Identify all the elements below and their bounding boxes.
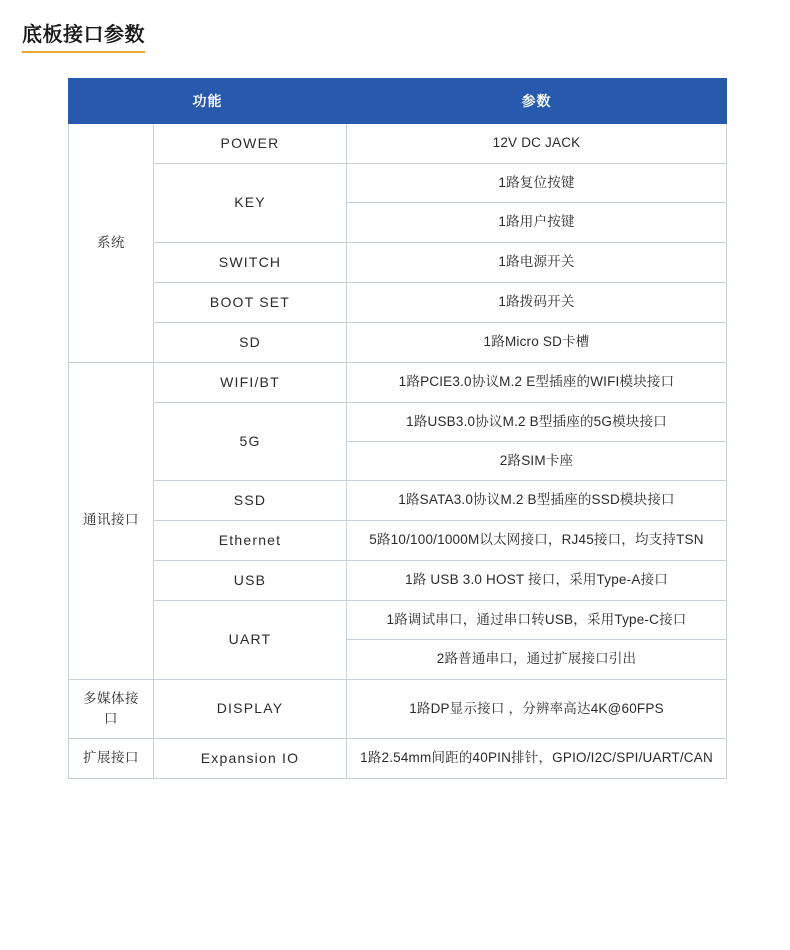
- parameter-cell: 1路 USB 3.0 HOST 接口，采用Type-A接口: [347, 561, 727, 601]
- function-cell: Expansion IO: [154, 739, 347, 779]
- table-row: [69, 362, 727, 402]
- table-row: [69, 164, 727, 203]
- parameter-cell: 1路用户按键: [347, 203, 727, 242]
- function-cell: Ethernet: [154, 521, 347, 561]
- parameter-cell: 2路SIM卡座: [347, 441, 727, 480]
- parameter-cell: 1路电源开关: [347, 242, 727, 282]
- function-cell: SD: [154, 322, 347, 362]
- table-row: [69, 282, 727, 322]
- category-cell: 扩展接口: [69, 739, 154, 779]
- category-cell: 多媒体接口: [69, 679, 154, 739]
- function-cell: 5G: [154, 402, 347, 481]
- table-row: [69, 739, 727, 779]
- table-row: [69, 322, 727, 362]
- parameter-cell: 2路普通串口，通过扩展接口引出: [347, 640, 727, 679]
- table-body: [69, 124, 727, 779]
- parameter-cell: 1路PCIE3.0协议M.2 E型插座的WIFI模块接口: [347, 362, 727, 402]
- parameter-cell: 1路Micro SD卡槽: [347, 322, 727, 362]
- table-row: [69, 242, 727, 282]
- table-row: [69, 679, 727, 739]
- function-cell: POWER: [154, 124, 347, 164]
- table-row: [69, 402, 727, 441]
- column-header-function: 功能: [69, 79, 347, 124]
- parameter-cell: 1路SATA3.0协议M.2 B型插座的SSD模块接口: [347, 481, 727, 521]
- parameter-cell: 1路USB3.0协议M.2 B型插座的5G模块接口: [347, 402, 727, 441]
- table-head: [69, 79, 727, 124]
- parameter-cell: 1路DP显示接口 ，分辨率高达4K@60FPS: [347, 679, 727, 739]
- function-cell: KEY: [154, 164, 347, 243]
- parameter-cell: 1路调试串口，通过串口转USB，采用Type-C接口: [347, 601, 727, 640]
- table-row: [69, 601, 727, 640]
- function-cell: UART: [154, 601, 347, 680]
- category-cell: 系统: [69, 124, 154, 363]
- function-cell: WIFI/BT: [154, 362, 347, 402]
- function-cell: BOOT SET: [154, 282, 347, 322]
- parameter-cell: 5路10/100/1000M以太网接口，RJ45接口，均支持TSN: [347, 521, 727, 561]
- column-header-parameter: 参数: [347, 79, 727, 124]
- function-cell: USB: [154, 561, 347, 601]
- baseboard-interface-spec-table: [68, 78, 727, 779]
- parameter-cell: 1路拨码开关: [347, 282, 727, 322]
- table-row: [69, 561, 727, 601]
- spec-table-container: [68, 78, 726, 779]
- table-header-row: [69, 79, 727, 124]
- table-row: [69, 481, 727, 521]
- parameter-cell: 12V DC JACK: [347, 124, 727, 164]
- table-row: [69, 521, 727, 561]
- function-cell: SWITCH: [154, 242, 347, 282]
- category-cell: 通讯接口: [69, 362, 154, 679]
- parameter-cell: 1路2.54mm间距的40PIN排针，GPIO/I2C/SPI/UART/CAN: [347, 739, 727, 779]
- parameter-cell: 1路复位按键: [347, 164, 727, 203]
- function-cell: SSD: [154, 481, 347, 521]
- page-title: 底板接口参数: [22, 18, 145, 53]
- table-row: [69, 124, 727, 164]
- function-cell: DISPLAY: [154, 679, 347, 739]
